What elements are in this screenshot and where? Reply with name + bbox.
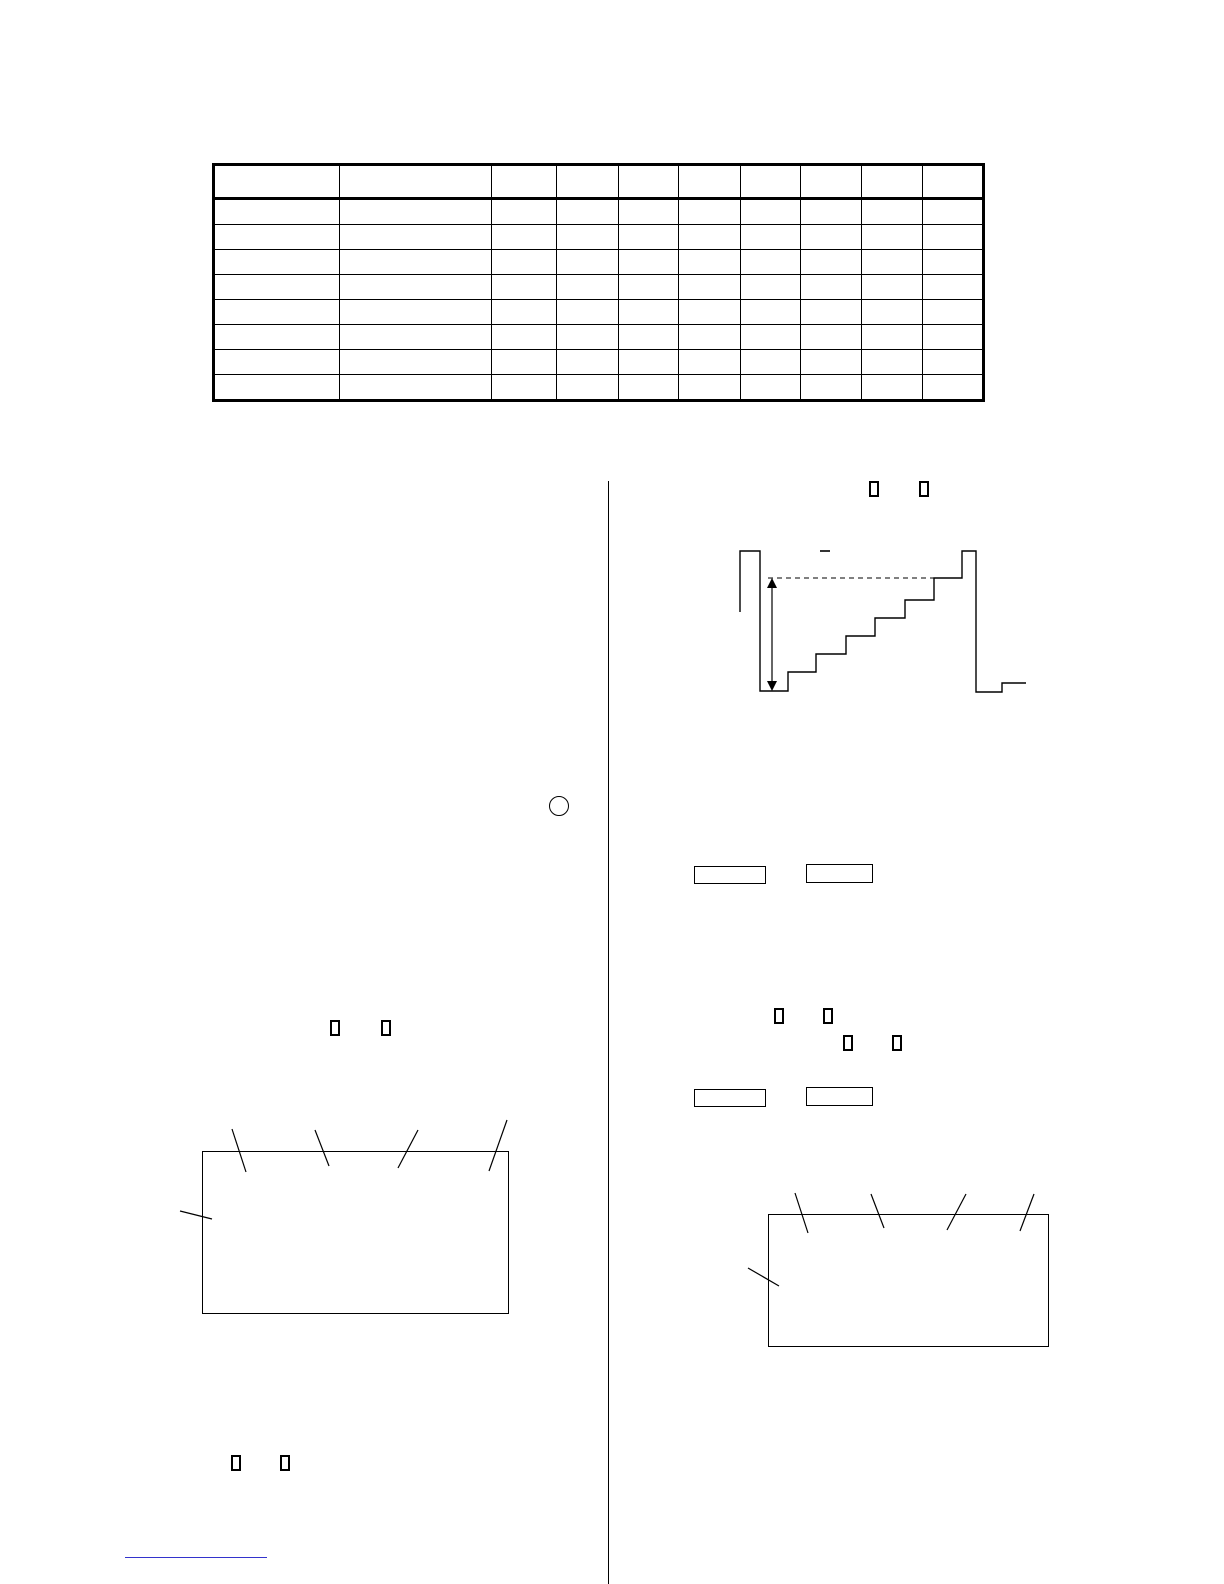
footer-link[interactable] xyxy=(125,1557,267,1558)
leader-line xyxy=(489,1120,507,1171)
key-symbol-box xyxy=(231,1455,241,1471)
leader-line xyxy=(398,1130,418,1168)
leader-line xyxy=(180,1211,212,1219)
leader-line xyxy=(315,1130,329,1166)
key-symbol-box xyxy=(280,1455,290,1471)
front-panel-right-figure xyxy=(768,1214,1049,1347)
leader-line xyxy=(232,1129,246,1172)
